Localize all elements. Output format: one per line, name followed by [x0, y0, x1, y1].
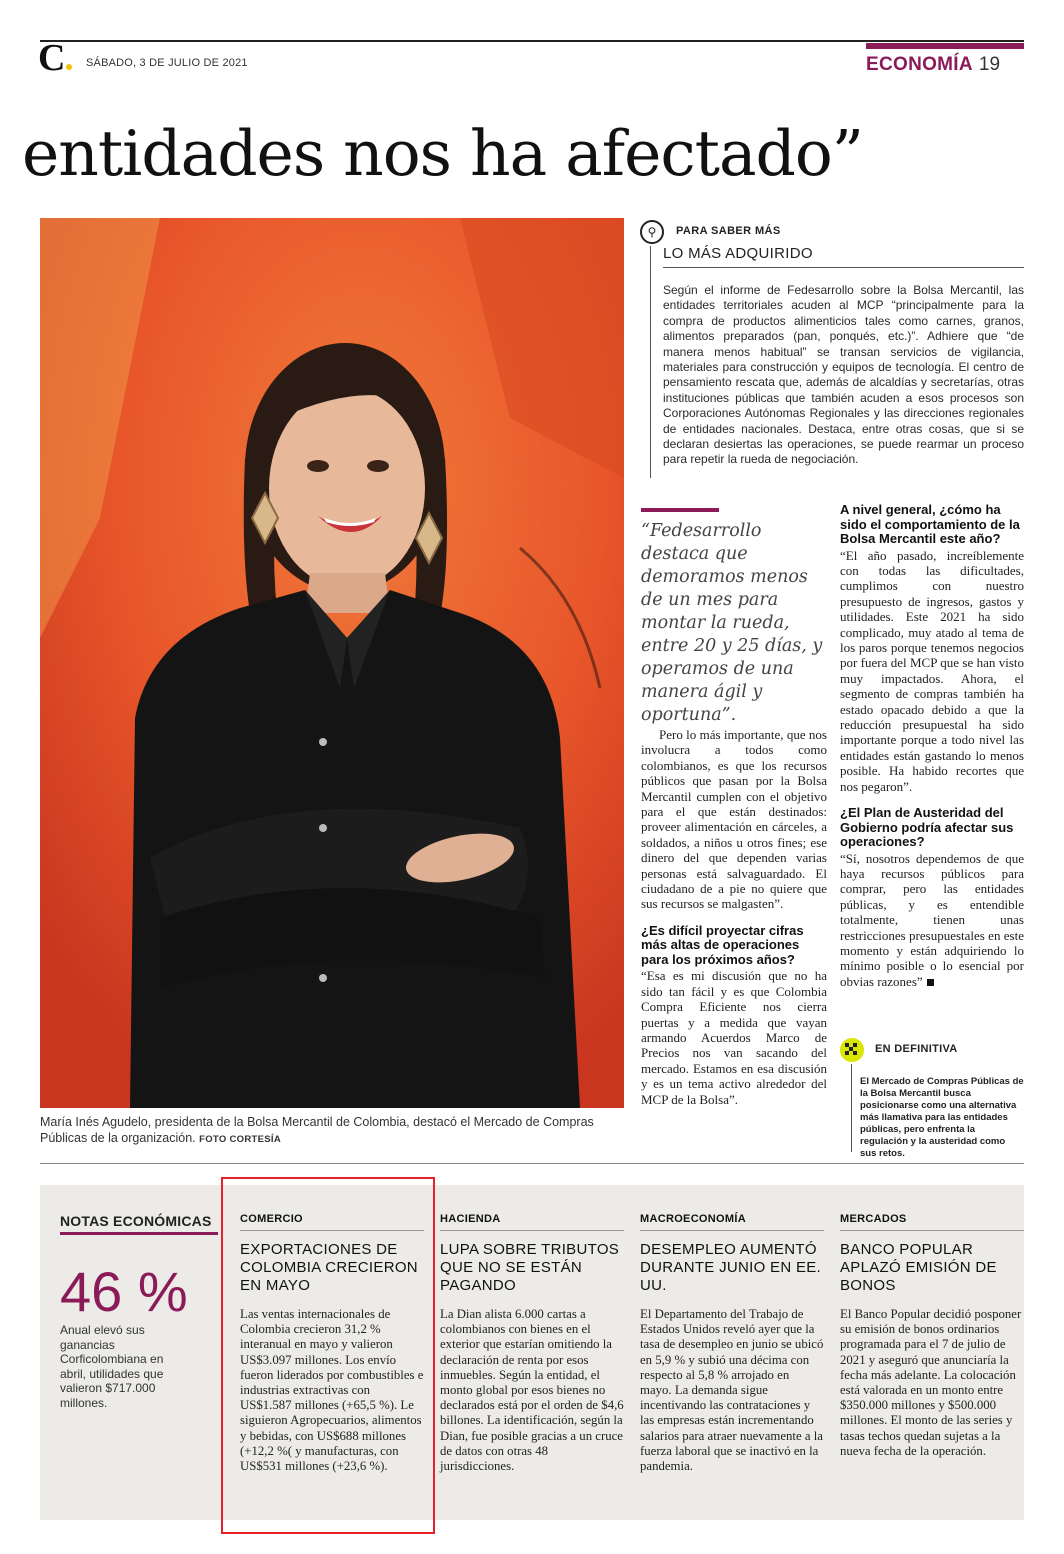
pin-icon: ⚲ [640, 220, 664, 244]
brief-tag: MACROECONOMÍA [640, 1213, 746, 1225]
headline: entidades nos ha afectado” [22, 117, 863, 190]
issue-date: SÁBADO, 3 DE JULIO DE 2021 [86, 57, 248, 69]
notas-description: Anual elevó sus ganancias Corficolombiana en abril, utilidades que valieron $717.000 millones. [60, 1323, 164, 1410]
caption-text: María Inés Agudelo, presidenta de la Bolsa Mercantil de Colombia, destacó el Mercado de Compras Públicas de la organización. [40, 1115, 594, 1145]
interview-answer: “Esa es mi discusión que no ha sido tan fácil y es que Colombia Compra Eficiente nos cierra puertas y a medida que vayan armando Acuerdos Marco de Precios nos van sacando del mercado. Estamos en esa discusión y es un tema activo alrededor del MCP de la Bolsa”. [641, 968, 827, 1107]
photo-caption [40, 1114, 624, 1148]
brief-text: Las ventas internacionales de Colombia crecieron 31,2 % interanual en mayo y valieron US$3.097 millones. Los envío fueron liderados por combustibles e industrias extractivas con US$1.587 millones (+65,5 %). Le siguieron Agropecuarios, alimentos y bebidas, con US$688 millones (+12,2 %( y manufacturas, con US$531 millones (+23,6 %). [240, 1307, 424, 1474]
portrait-photo [40, 218, 624, 1108]
brief-text: El Departamento del Trabajo de Estados Unidos reveló ayer que la tasa de desempleo en junio se ubicó en 5,9 % y subió una décima con respecto al 5,8 % arrojado en mayo. La demanda sigue incentivando las contrataciones y las empresas están incrementando salarios para atraer nuevamente a la fuerza laboral que se inactivó en la pandemia. [640, 1307, 824, 1474]
article-paragraph: Pero lo más importante, que nos involucra a todos como colombianos, es que los recursos públicos que pasan por la Bolsa Mercantil cumplen con el objetivo para el que están destinados: proveer alimentación en cárceles, a soldados, a niños u otros fines; ese dinero del que dependen varias personas está salvaguardado. El ciudadano de a pie no quiere que sus recursos se malgasten”. [641, 727, 827, 912]
en-definitiva-rule [851, 1064, 852, 1152]
brief-rule [840, 1230, 1024, 1231]
interview-question: ¿El Plan de Austeridad del Gobierno podría afectar sus operaciones? [840, 805, 1014, 849]
saber-mas-rule [650, 246, 651, 478]
brief-text: La Dian alista 6.000 cartas a colombianos con bienes en el exterior que estarían omitiendo la declaración de renta por esos inmuebles. Según la entidad, el monto global por esos bienes no declarados está por el orden de $4,6 billones. La identificación, según la Dian, fue posible gracias a un cruce de datos con otras 48 jurisdicciones. [440, 1307, 624, 1474]
brief-tag: MERCADOS [840, 1213, 907, 1225]
brief-rule [640, 1230, 824, 1231]
notas-big-number: 46 % [60, 1260, 188, 1323]
logo-dot [66, 64, 72, 70]
brief-tag: COMERCIO [240, 1213, 303, 1225]
pull-quote: “Fedesarrollo destaca que demoramos menos de un mes para montar la rueda, entre 20 y 25 días, y operamos de una manera ágil y oportuna”. [641, 521, 823, 725]
notas-title: NOTAS ECONÓMICAS [60, 1213, 218, 1235]
saber-mas-title: LO MÁS ADQUIRIDO [663, 245, 1024, 268]
interview-answer-final: “Sí, nosotros dependemos de que haya recursos públicos para comprar, pero las entidades públicas, y es entendible totalmente, tienen unas restricciones presupuestales en este momento y están adquiriendo lo mínimo posible o lo esencial por obvias razones” [840, 850, 1024, 989]
interview-question: A nivel general, ¿cómo ha sido el comportamiento de la Bolsa Mercantil este año? [840, 502, 1020, 546]
brief-title: DESEMPLEO AUMENTÓ DURANTE JUNIO EN EE. UU. [640, 1241, 822, 1294]
brief-mercados [840, 1213, 1024, 1459]
en-definitiva-body: El Mercado de Compras Públicas de la Bolsa Mercantil busca posicionarse como una alternativa más llamativa para las entidades públicas, pero enfrenta la regulación y la austeridad como sus retos. [860, 1076, 1024, 1159]
brief-title: EXPORTACIONES DE COLOMBIA CRECIERON EN MAYO [240, 1241, 418, 1294]
section-separator [40, 1163, 1024, 1164]
page-number: 19 [978, 54, 1001, 75]
brief-title: BANCO POPULAR APLAZÓ EMISIÓN DE BONOS [840, 1241, 997, 1294]
brief-tag: HACIENDA [440, 1213, 501, 1225]
brief-macroeconomia [640, 1213, 824, 1474]
end-mark-icon [927, 979, 934, 986]
en-definitiva-kicker: EN DEFINITIVA [875, 1043, 958, 1055]
interview-answer: “El año pasado, increíblemente con todas las dificultades, cumplimos con nuestro presupuesto de ingresos, gastos y utilidades. Este 2021 ha sido complicado, muy atado al tema de los paros porque tenemos negocios por fuera del MCP que se han visto muy impactados. Ahora, el segmento de compras también ha estado opacado debido a que la reducción presupuestal ha sido importante porque a todo nivel las entidades están gastando lo menos posible. Ha habido recortes que nos pegaron”. [840, 547, 1024, 794]
interview-question: ¿Es difícil proyectar cifras más altas de operaciones para los próximos años? [641, 922, 804, 967]
brief-text: El Banco Popular decidió posponer su emisión de bonos ordinarios programada para el 7 de julio de 2021 y aseguró que anunciaría la fecha más adelante. La colocación está valorada en un monto entre $350.000 millones y $500.000 millones. El monto de las series y tasas techos quedan sujetas a la nueva fecha de la operación. [840, 1307, 1022, 1458]
brief-rule [440, 1230, 624, 1231]
newspaper-logo: C [38, 40, 72, 76]
header-rule [40, 40, 1024, 42]
brief-title: LUPA SOBRE TRIBUTOS QUE NO SE ESTÁN PAGANDO [440, 1241, 620, 1294]
saber-mas-body: Según el informe de Fedesarrollo sobre la Bolsa Mercantil, las entidades territoriales acuden al MCP “principalmente para la compra de productos alimenticios tales como carnes, granos, alimentos preparados (pan, ponqués, etc.)”. Adhiere que “de manera menos habitual” se transan servicios de vigilancia, materiales para construcción y equipos de tecnología. El centro de pensamiento rescata que, además de alcaldías y secretarías, otras instituciones públicas que también acuden a esos procesos son Corporaciones Autónomas Regionales y las direcciones regionales de entidades nacionales. Destaca, entre otras cosas, que si se declaran desiertas las operaciones, se puede rearmar un proceso para repetir la rueda de negociación. [663, 283, 1024, 467]
article-column-left [641, 727, 827, 1107]
photo-credit: FOTO CORTESÍA [199, 1134, 281, 1145]
saber-mas-kicker: PARA SABER MÁS [676, 225, 781, 237]
brief-hacienda [440, 1213, 624, 1474]
checkered-icon [840, 1038, 864, 1062]
highlight-box [221, 1177, 435, 1534]
section-name: ECONOMÍA [866, 54, 973, 75]
article-column-right [840, 503, 1024, 989]
portrait-illustration [40, 218, 624, 1108]
quote-accent-bar [641, 508, 719, 512]
section-header [866, 43, 1024, 76]
